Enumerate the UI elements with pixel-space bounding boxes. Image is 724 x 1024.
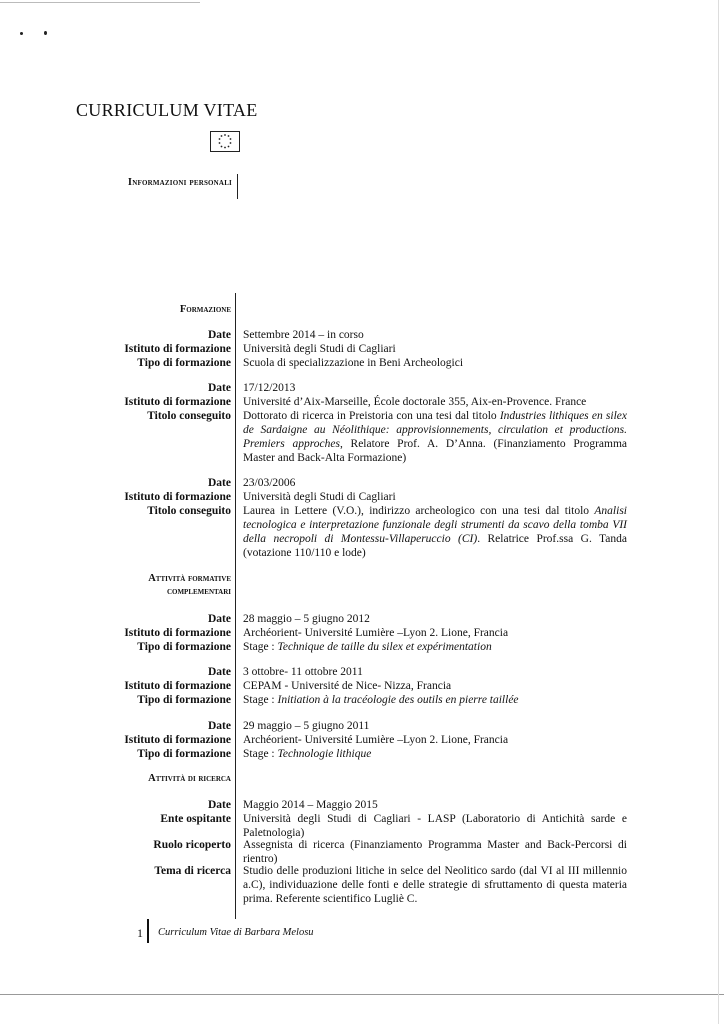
date-label: Date bbox=[208, 382, 231, 394]
institute-label: Istituto di formazione bbox=[124, 627, 231, 639]
date-value: 28 maggio – 5 giugno 2012 bbox=[243, 613, 370, 625]
date-label: Date bbox=[208, 329, 231, 341]
role-value: Assegnista di ricerca (Finanziamento Programma Master and Back-Percorsi di rientro) bbox=[243, 839, 627, 865]
date-label: Date bbox=[208, 613, 231, 625]
institute-label: Istituto di formazione bbox=[124, 343, 231, 355]
section-heading-complementari: Attività formative complementari bbox=[148, 573, 231, 597]
institute-label: Istituto di formazione bbox=[124, 491, 231, 503]
degree-value: Laurea in Lettere (V.O.), indirizzo archeologico con una tesi dal titolo Analisi tecnologica e interpretazione funzionale degli strumenti da scavo della tomba VII della necropoli di Montessu-Villaperuccio (CI). Relatrice Prof.ssa G. Tanda (votazione 110/110 e lode) bbox=[243, 505, 627, 559]
scan-edge-line bbox=[0, 994, 724, 995]
date-label: Date bbox=[208, 720, 231, 732]
host-label: Ente ospitante bbox=[160, 813, 231, 825]
date-value: 17/12/2013 bbox=[243, 382, 296, 394]
institute-value: Archéorient- Université Lumière –Lyon 2. Lione, Francia bbox=[243, 627, 509, 639]
institute-value: Università degli Studi di Cagliari bbox=[243, 343, 396, 355]
scan-edge-line bbox=[0, 2, 200, 3]
personal-info-heading: Informazioni personali bbox=[127, 177, 232, 188]
type-value: Stage : Technique de taille du silex et expérimentation bbox=[243, 641, 492, 653]
institute-value: Università degli Studi di Cagliari bbox=[243, 491, 396, 503]
date-value: 29 maggio – 5 giugno 2011 bbox=[243, 720, 370, 732]
type-label: Tipo di formazione bbox=[137, 641, 231, 653]
page-number: 1 bbox=[137, 926, 143, 940]
degree-value: Dottorato di ricerca in Preistoria con una tesi dal titolo Industries lithiques en silex de Sardaigne au Néolithique: approvisionnements, circulation et productions. Premiers approches, Relatore Prof. A. D’Anna. (Finanziamento Programma Master and Back-Alta Formazione) bbox=[243, 410, 627, 464]
date-label: Date bbox=[208, 666, 231, 678]
institute-label: Istituto di formazione bbox=[124, 396, 231, 408]
column-divider bbox=[237, 174, 238, 199]
footer-divider bbox=[147, 919, 149, 943]
page-title: CURRICULUM VITAE bbox=[76, 100, 258, 120]
date-value: Settembre 2014 – in corso bbox=[243, 329, 364, 341]
institute-value: Université d’Aix-Marseille, École doctorale 355, Aix-en-Provence. France bbox=[243, 396, 587, 408]
scan-speck bbox=[20, 32, 23, 35]
type-value: Stage : Initiation à la tracéologie des outils en pierre taillée bbox=[243, 694, 519, 706]
host-value: Università degli Studi di Cagliari - LASP (Laboratorio di Antichità sarde e Paletnologia) bbox=[243, 813, 627, 839]
topic-value: Studio delle produzioni litiche in selce del Neolitico sardo (dal VI al III millennio a.C), individuazione delle fonti e delle strategie di sfruttamento di questa materia prima. Referente scientifico Lugliè C. bbox=[243, 865, 627, 905]
institute-label: Istituto di formazione bbox=[124, 680, 231, 692]
type-label: Tipo di formazione bbox=[137, 357, 231, 369]
institute-value: CEPAM - Université de Nice- Nizza, Francia bbox=[243, 680, 452, 692]
institute-label: Istituto di formazione bbox=[124, 734, 231, 746]
type-value: Scuola di specializzazione in Beni Archeologici bbox=[243, 357, 464, 369]
date-value: Maggio 2014 – Maggio 2015 bbox=[243, 799, 378, 811]
role-label: Ruolo ricoperto bbox=[153, 839, 231, 851]
scan-speck bbox=[44, 31, 47, 35]
date-label: Date bbox=[208, 799, 231, 811]
section-heading-formazione: Formazione bbox=[179, 304, 231, 315]
type-value: Stage : Technologie lithique bbox=[243, 748, 372, 760]
footer-text: Curriculum Vitae di Barbara Melosu bbox=[158, 927, 314, 938]
date-value: 23/03/2006 bbox=[243, 477, 296, 489]
date-value: 3 ottobre- 11 ottobre 2011 bbox=[243, 666, 363, 678]
eu-stars-logo-icon bbox=[210, 131, 240, 152]
topic-label: Tema di ricerca bbox=[154, 865, 231, 877]
section-heading-ricerca: Attività di ricerca bbox=[148, 773, 231, 784]
type-label: Tipo di formazione bbox=[137, 694, 231, 706]
scan-edge-line bbox=[718, 0, 719, 1024]
degree-label: Titolo conseguito bbox=[147, 410, 231, 422]
date-label: Date bbox=[208, 477, 231, 489]
degree-label: Titolo conseguito bbox=[147, 505, 231, 517]
column-divider bbox=[235, 293, 236, 919]
type-label: Tipo di formazione bbox=[137, 748, 231, 760]
institute-value: Archéorient- Université Lumière –Lyon 2. Lione, Francia bbox=[243, 734, 509, 746]
